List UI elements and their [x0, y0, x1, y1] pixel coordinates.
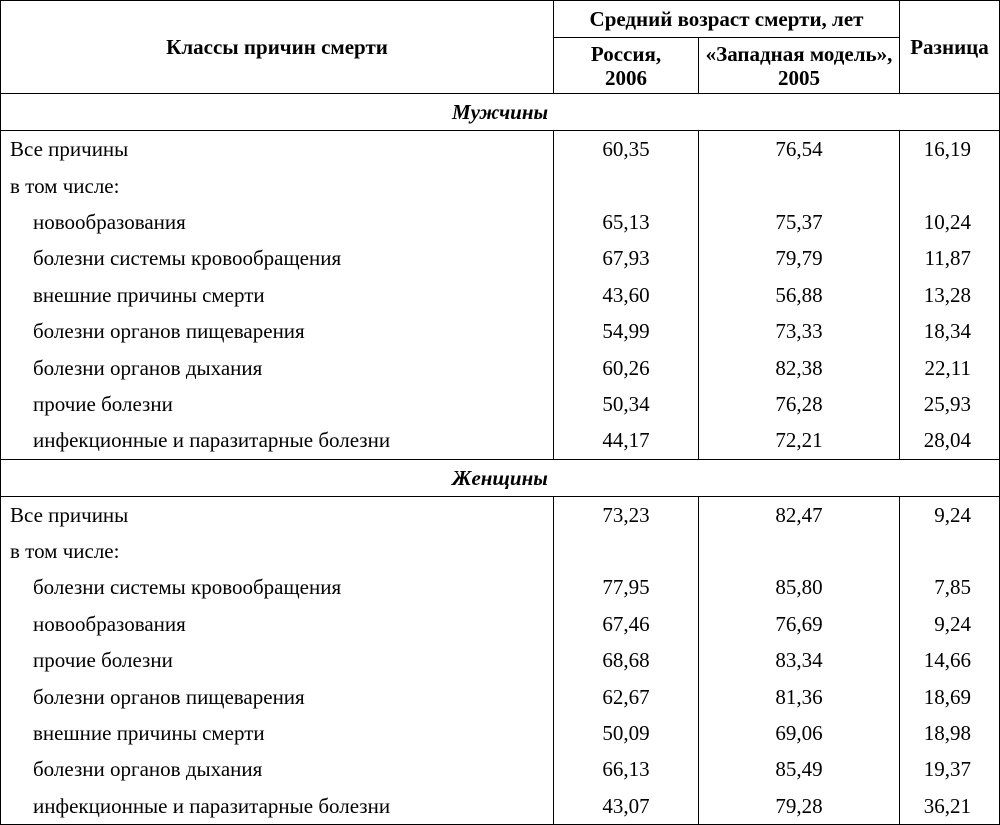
cause-name: инфекционные и паразитарные болезни: [1, 422, 554, 459]
russia-value: 62,67: [554, 678, 699, 714]
russia-value: 67,46: [554, 606, 699, 642]
russia-value: 43,07: [554, 788, 699, 825]
difference-value: 13,28: [900, 277, 1000, 313]
difference-value: [900, 167, 1000, 203]
russia-year: 2006: [605, 65, 647, 90]
west-value: 76,28: [699, 386, 900, 422]
column-header-avg-age: Средний возраст смерти, лет: [554, 1, 900, 38]
difference-value: 10,24: [900, 204, 1000, 240]
difference-value: 9,24: [900, 606, 1000, 642]
west-value: 76,69: [699, 606, 900, 642]
section-header-row: [1, 459, 1000, 496]
column-header-west: [699, 38, 900, 94]
table-row: [1, 569, 1000, 605]
west-value: 82,38: [699, 349, 900, 385]
west-value: 85,80: [699, 569, 900, 605]
cause-name: инфекционные и паразитарные болезни: [1, 788, 554, 825]
cause-name: болезни органов пищеварения: [1, 313, 554, 349]
russia-label: Россия,: [590, 41, 662, 66]
west-value: 79,28: [699, 788, 900, 825]
russia-value: 65,13: [554, 204, 699, 240]
difference-value: 18,69: [900, 678, 1000, 714]
west-value: [699, 533, 900, 569]
cause-name: внешние причины смерти: [1, 277, 554, 313]
table-row: [1, 715, 1000, 751]
west-value: 85,49: [699, 751, 900, 787]
table-row: [1, 277, 1000, 313]
table-row: [1, 313, 1000, 349]
cause-name: в том числе:: [1, 533, 554, 569]
column-header-russia: [554, 38, 699, 94]
cause-name: новообразования: [1, 204, 554, 240]
russia-value: [554, 167, 699, 203]
russia-value: 67,93: [554, 240, 699, 276]
russia-value: 54,99: [554, 313, 699, 349]
difference-value: 19,37: [900, 751, 1000, 787]
west-label: «Западная модель»,: [705, 41, 893, 66]
table-row: [1, 788, 1000, 825]
cause-name: Все причины: [1, 131, 554, 168]
cause-name: прочие болезни: [1, 386, 554, 422]
russia-value: [554, 533, 699, 569]
table-row: [1, 422, 1000, 459]
russia-value: 50,34: [554, 386, 699, 422]
russia-value: 60,26: [554, 349, 699, 385]
table-row: [1, 386, 1000, 422]
section-women: [1, 459, 1000, 825]
russia-value: 50,09: [554, 715, 699, 751]
cause-name: болезни системы кровообращения: [1, 240, 554, 276]
russia-value: 68,68: [554, 642, 699, 678]
table-row: [1, 349, 1000, 385]
west-value: 79,79: [699, 240, 900, 276]
cause-name: болезни системы кровообращения: [1, 569, 554, 605]
russia-value: 60,35: [554, 131, 699, 168]
table-row: [1, 751, 1000, 787]
difference-value: 7,85: [900, 569, 1000, 605]
column-header-difference: Разница: [900, 1, 1000, 94]
west-value: 81,36: [699, 678, 900, 714]
west-value: 69,06: [699, 715, 900, 751]
difference-value: 11,87: [900, 240, 1000, 276]
section-header-row: [1, 94, 1000, 131]
difference-value: 22,11: [900, 349, 1000, 385]
russia-value: 73,23: [554, 496, 699, 533]
west-value: 76,54: [699, 131, 900, 168]
table-row: [1, 167, 1000, 203]
west-value: 82,47: [699, 496, 900, 533]
cause-name: в том числе:: [1, 167, 554, 203]
russia-value: 66,13: [554, 751, 699, 787]
table-row: [1, 642, 1000, 678]
column-header-classes: Классы причин смерти: [1, 1, 554, 94]
cause-name: внешние причины смерти: [1, 715, 554, 751]
cause-name: болезни органов пищеварения: [1, 678, 554, 714]
difference-value: 18,98: [900, 715, 1000, 751]
table-row: [1, 204, 1000, 240]
cause-name: прочие болезни: [1, 642, 554, 678]
table-row: [1, 496, 1000, 533]
west-value: 73,33: [699, 313, 900, 349]
table-row: [1, 240, 1000, 276]
difference-value: 36,21: [900, 788, 1000, 825]
west-value: 72,21: [699, 422, 900, 459]
section-title: Мужчины: [1, 94, 1000, 131]
table-header: [1, 1, 1000, 94]
cause-name: новообразования: [1, 606, 554, 642]
russia-value: 43,60: [554, 277, 699, 313]
russia-value: 77,95: [554, 569, 699, 605]
cause-name: болезни органов дыхания: [1, 349, 554, 385]
table-row: [1, 606, 1000, 642]
difference-value: 25,93: [900, 386, 1000, 422]
west-value: [699, 167, 900, 203]
difference-value: [900, 533, 1000, 569]
table-row: [1, 678, 1000, 714]
difference-value: 9,24: [900, 496, 1000, 533]
difference-value: 14,66: [900, 642, 1000, 678]
section-men: [1, 94, 1000, 460]
west-value: 56,88: [699, 277, 900, 313]
west-value: 83,34: [699, 642, 900, 678]
section-title: Женщины: [1, 459, 1000, 496]
west-value: 75,37: [699, 204, 900, 240]
cause-name: Все причины: [1, 496, 554, 533]
difference-value: 28,04: [900, 422, 1000, 459]
cause-name: болезни органов дыхания: [1, 751, 554, 787]
table-row: [1, 533, 1000, 569]
russia-value: 44,17: [554, 422, 699, 459]
difference-value: 16,19: [900, 131, 1000, 168]
west-year: 2005: [778, 65, 820, 90]
difference-value: 18,34: [900, 313, 1000, 349]
table-row: [1, 131, 1000, 168]
